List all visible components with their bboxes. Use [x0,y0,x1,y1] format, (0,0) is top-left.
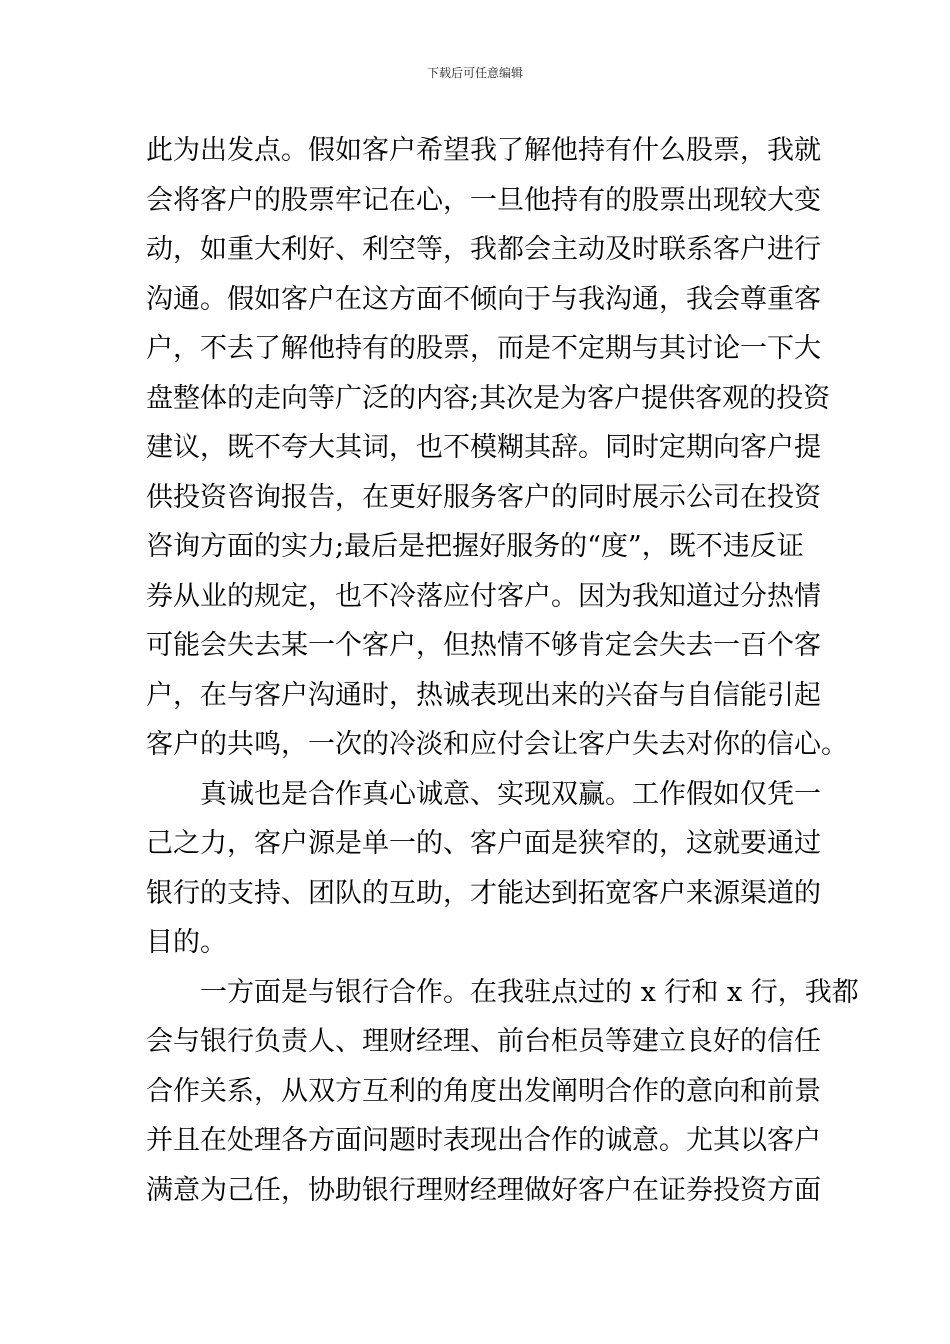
text-line: 会将客户的股票牢记在心，一旦他持有的股票出现较大变 [146,184,821,216]
text-line: 户，不去了解他持有的股票，而是不定期与其讨论一下大 [146,333,821,364]
text-line: 合作关系，从双方互利的角度出发阐明合作的意向和前景 [146,1075,821,1107]
text-line: 盘整体的走向等广泛的内容;其次是为客户提供客观的投资 [146,382,831,414]
text-line: 户，在与客户沟通时，热诚表现出来的兴奋与自信能引起 [146,679,821,711]
text-line: 满意为己任，协助银行理财经理做好客户在证券投资方面 [146,1174,821,1206]
text-line: 沟通。假如客户在这方面不倾向于与我沟通，我会尊重客 [146,283,821,315]
text-line: 真诚也是合作真心诚意、实现双赢。工作假如仅凭一 [200,778,821,810]
paragraph-1 [146,126,848,770]
text-line: 目的。 [146,927,227,958]
paragraph-3 [146,968,859,1216]
text-line: 并且在处理各方面问题时表现出合作的诚意。尤其以客户 [146,1125,821,1156]
text-line: 咨询方面的实力;最后是把握好服务的“度”，既不违反证 [146,531,804,562]
text-line: 券从业的规定，也不冷落应付客户。因为我知道过分热情 [146,580,821,612]
text-line: 会与银行负责人、理财经理、前台柜员等建立良好的信任 [146,1026,821,1057]
text-line: 己之力，客户源是单一的、客户面是狭窄的，这就要通过 [146,828,821,859]
text-line: 建议，既不夸大其词，也不模糊其辞。同时定期向客户提 [146,432,821,463]
page-header: 下载后可任意编辑 [426,66,523,80]
paragraph-2 [146,770,821,968]
text-line: 客户的共鸣，一次的冷淡和应付会让客户失去对你的信心。 [146,729,848,760]
document-body [146,126,859,1215]
text-line: 一方面是与银行合作。在我驻点过的 x 行和 x 行，我都 [200,976,859,1008]
text-line: 可能会失去某一个客户，但热情不够肯定会失去一百个客 [146,630,821,661]
text-line: 动，如重大利好、利空等，我都会主动及时联系客户进行 [146,234,821,265]
text-line: 银行的支持、团队的互助，才能达到拓宽客户来源渠道的 [146,877,821,909]
text-line: 供投资咨询报告，在更好服务客户的同时展示公司在投资 [146,481,821,513]
text-line: 此为出发点。假如客户希望我了解他持有什么股票，我就 [146,135,821,166]
